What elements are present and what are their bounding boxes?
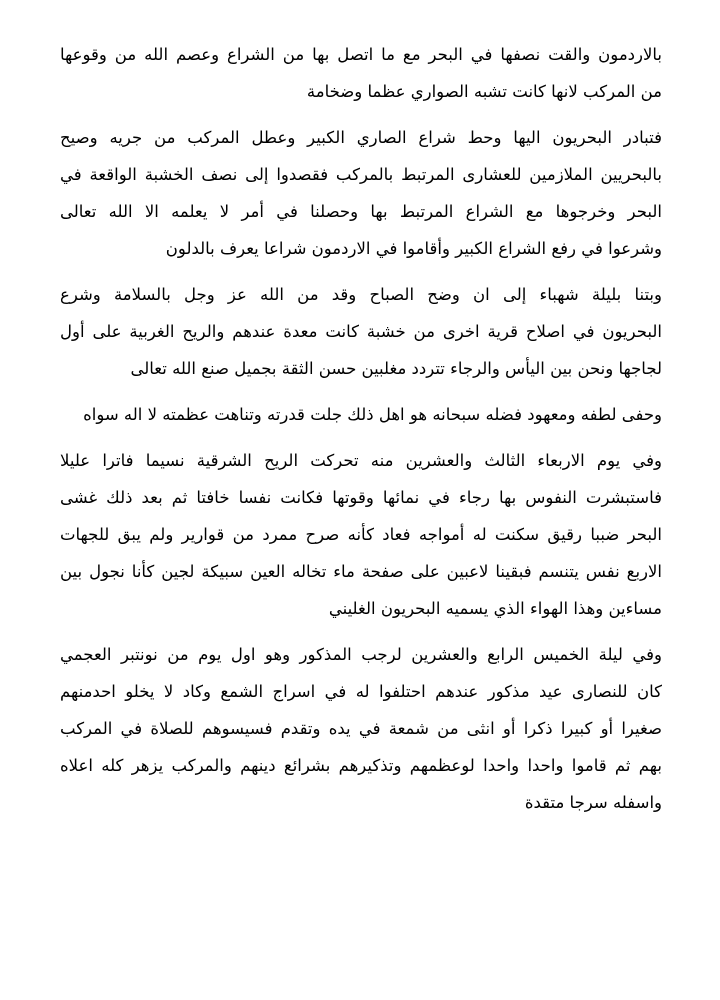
paragraph: [60, 396, 662, 433]
text-line: صغيرا أو كبيرا ذكرا أو انثى من شمعة في يده وتقدم فسيسوهم للصلاة في المركب: [60, 719, 662, 738]
paragraph: [60, 636, 662, 821]
text-line: بالبحريين الملازمين للعشارى المرتبط بالمركب فقصدوا إلى نصف الخشبة الواقعة في: [60, 165, 662, 184]
text-line: فتبادر البحريون اليها وحط شراع الصاري الكبير وعطل المركب من جريه وصيح: [60, 128, 662, 147]
text-line: كان للنصارى عيد مذكور عندهم احتلفوا له في اسراج الشمع وكاد لا يخلو احدمنهم: [60, 682, 662, 701]
text-line: بالاردمون والقت نصفها في البحر مع ما اتصل بها من الشراع وعصم الله من وقوعها: [60, 45, 662, 64]
text-line: وفي يوم الاربعاء الثالث والعشرين منه تحركت الريح الشرقية نسيما فاترا عليلا: [60, 451, 662, 470]
paragraph: [60, 36, 662, 110]
text-line: واسفله سرجا متقدة: [524, 793, 662, 812]
text-line: البحر وخرجوها مع الشراع المرتبط بها وحصلنا في أمر لا يعلمه الا الله تعالى: [60, 202, 662, 221]
text-line: فاستبشرت النفوس بها رجاء في نمائها وقوتها فكانت نفسا خافتا ثم بعد ذلك غشى: [60, 488, 662, 507]
text-line: لجاجها ونحن بين اليأس والرجاء تتردد مغلبين حسن الثقة بجميل صنع الله تعالى: [130, 359, 662, 378]
text-line: وبتنا بليلة شهباء إلى ان وضح الصباح وقد من الله عز وجل بالسلامة وشرع: [60, 285, 662, 304]
paragraph: [60, 119, 662, 267]
text-line: الاربع نفس يتنسم فبقينا لاعبين على صفحة ماء تخاله العين سبيكة لجين كأنا نجول بين: [60, 562, 662, 581]
text-line: من المركب لانها كانت تشبه الصواري عظما وضخامة: [306, 82, 662, 101]
text-line: وحفى لطفه ومعهود فضله سبحانه هو اهل ذلك جلت قدرته وتناهت عظمته لا اله سواه: [83, 405, 662, 424]
text-line: وفي ليلة الخميس الرابع والعشرين لرجب المذكور وهو اول يوم من نونتبر العجمي: [60, 645, 662, 664]
document-body: [60, 36, 662, 821]
text-line: البحريون في اصلاح قرية اخرى من خشبة كانت معدة عندهم والريح الغربية على أول: [60, 322, 662, 341]
text-line: مساءين وهذا الهواء الذي يسميه البحريون الغليني: [328, 599, 662, 618]
text-line: البحر ضببا رقيق سكنت له أمواجه فعاد كأنه صرح ممرد من قوارير ولم يبق للجهات: [60, 525, 662, 544]
text-line: وشرعوا في رفع الشراع الكبير وأقاموا في الاردمون شراعا يعرف بالدلون: [165, 239, 662, 258]
paragraph: [60, 442, 662, 627]
paragraph: [60, 276, 662, 387]
text-line: بهم ثم قاموا واحدا واحدا لوعظمهم وتذكيرهم بشرائع دينهم والمركب يزهر كله اعلاه: [60, 756, 662, 775]
